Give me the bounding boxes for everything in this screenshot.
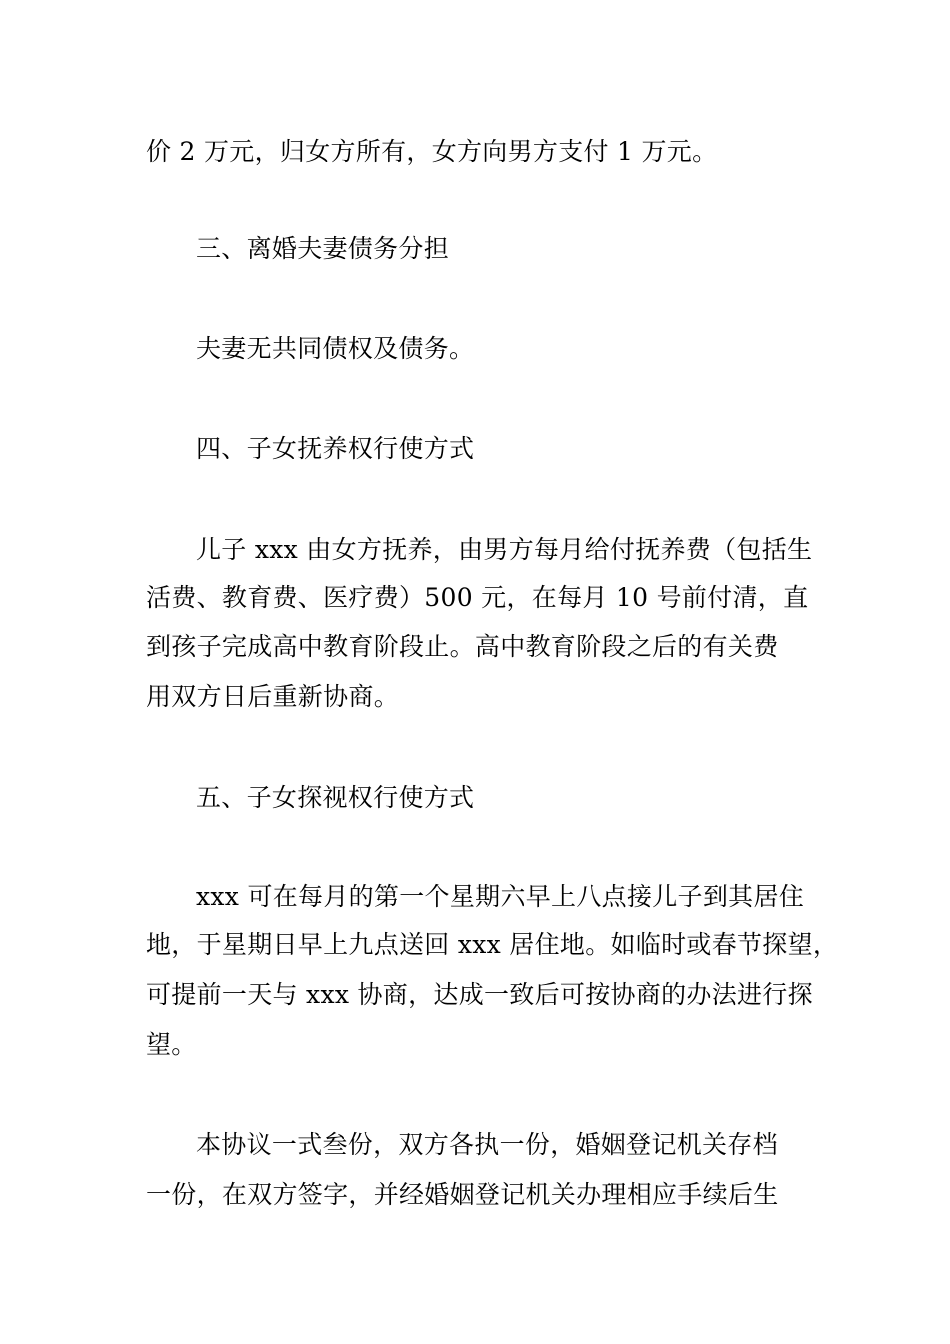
paragraph-line: 活费、教育费、医疗费）500 元，在每月 10 号前付清，直 [146,583,809,612]
paragraph-line: 夫妻无共同债权及债务。 [196,334,475,363]
paragraph-line: 地，于星期日早上九点送回 xxx 居住地。如临时或春节探望， [146,930,839,959]
section-heading-debts: 三、离婚夫妻债务分担 [196,234,450,263]
paragraph-line: 一份，在双方签字，并经婚姻登记机关办理相应手续后生 [146,1180,779,1209]
paragraph-line: 本协议一式叁份，双方各执一份，婚姻登记机关存档 [196,1130,778,1159]
paragraph-line: 望。 [146,1030,197,1059]
paragraph-line: 可提前一天与 xxx 协商，达成一致后可按协商的办法进行探 [146,980,813,1009]
paragraph-line: 用双方日后重新协商。 [146,682,400,711]
paragraph-line: 价 2 万元，归女方所有，女方向男方支付 1 万元。 [146,137,718,166]
paragraph-line: 儿子 xxx 由女方抚养，由男方每月给付抚养费（包括生 [196,535,813,564]
paragraph-line: xxx 可在每月的第一个星期六早上八点接儿子到其居住 [196,882,805,911]
section-heading-custody: 四、子女抚养权行使方式 [196,434,475,463]
section-heading-visitation: 五、子女探视权行使方式 [196,783,475,812]
paragraph-line: 到孩子完成高中教育阶段止。高中教育阶段之后的有关费 [146,632,779,661]
